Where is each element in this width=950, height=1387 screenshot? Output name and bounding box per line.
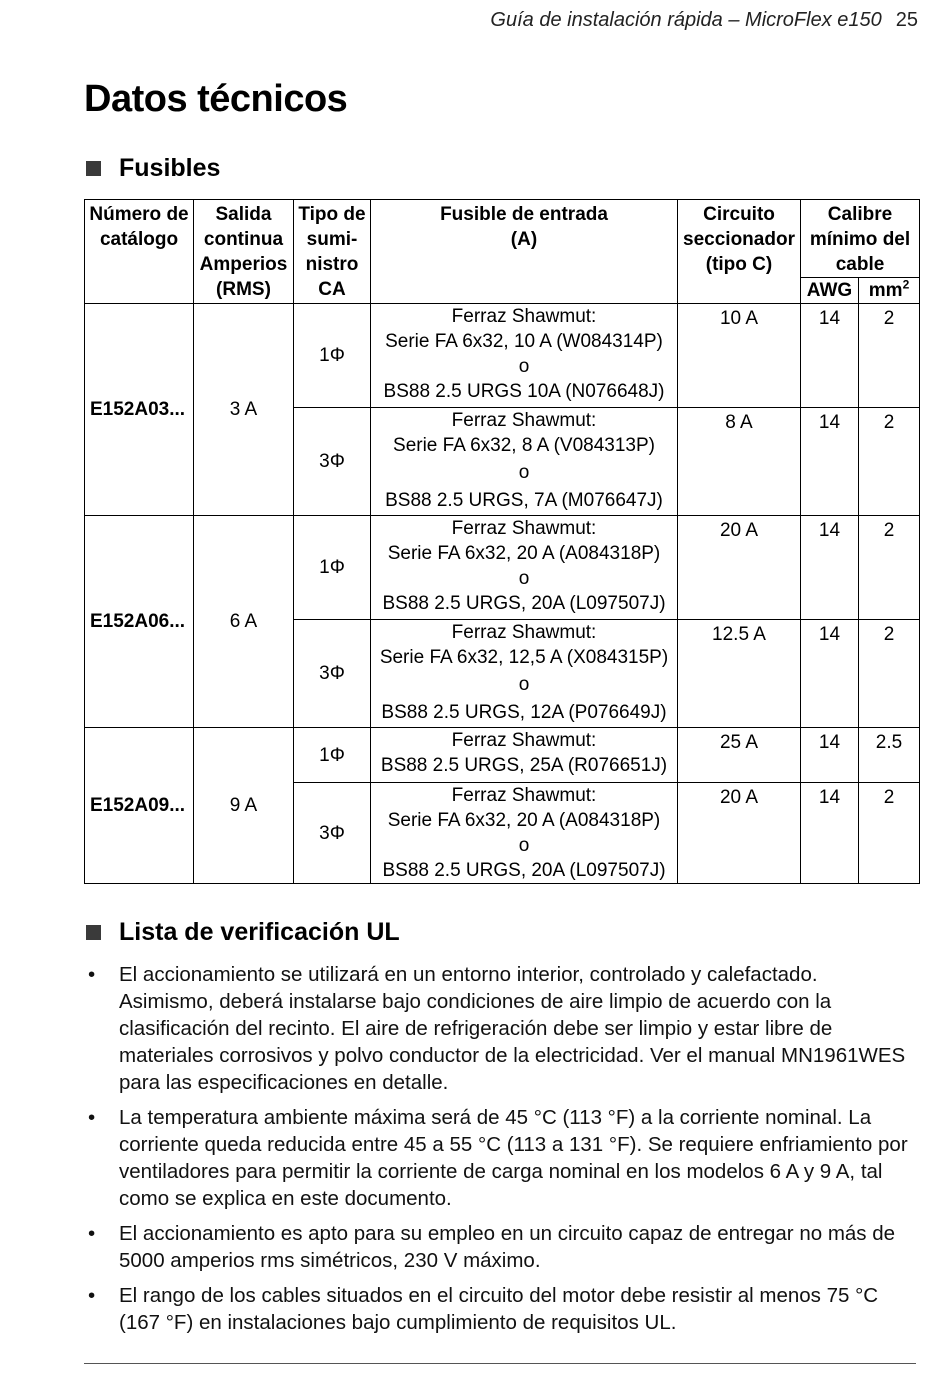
list-item-text: El accionamiento se utilizará en un entorno interior, controlado y calefactado. Asimismo, deberá instalarse bajo condiciones de aire limpio de acuerdo con la clasificación del recinto. El aire de refrigeración debe ser limpio y estar libre de materiales corrosivos y polvo conductor de la electricidad. Ver el manual MN1961WES para las especificaciones en detalle.	[119, 963, 906, 1094]
mm2-cell: 2.5	[859, 728, 920, 783]
col-header-breaker: Circuito seccionador (tipo C)	[678, 200, 801, 304]
fuses-table	[84, 199, 920, 884]
mm2-cell: 2	[859, 783, 920, 884]
phase-cell: 3Φ	[294, 408, 371, 516]
fuse-cell: Ferraz Shawmut: Serie FA 6x32, 20 A (A084318P) o BS88 2.5 URGS, 20A (L097507J)	[371, 516, 678, 620]
bullet-icon: •	[88, 1222, 96, 1245]
bullet-icon: •	[88, 1106, 96, 1129]
bullet-icon: •	[88, 963, 96, 986]
list-item-text: El accionamiento es apto para su empleo en un circuito capaz de entregar no más de 5000 amperios rms simétricos, 230 V máximo.	[119, 1222, 896, 1272]
page-number: 25	[895, 9, 918, 31]
breaker-cell: 20 A	[678, 516, 801, 620]
bullet-icon: •	[88, 1284, 96, 1307]
list-item	[84, 1282, 914, 1336]
fuse-cell: Ferraz Shawmut: BS88 2.5 URGS, 25A (R076651J)	[371, 728, 678, 783]
phase-cell: 3Φ	[294, 783, 371, 884]
square-bullet-icon	[86, 925, 101, 940]
phase-cell: 1Φ	[294, 728, 371, 783]
catalog-cell: E152A06...	[85, 516, 194, 728]
col-header-wire: Calibre mínimo del cable	[801, 200, 920, 278]
table-row	[85, 516, 920, 620]
mm2-cell: 2	[859, 304, 920, 408]
breaker-cell: 20 A	[678, 783, 801, 884]
awg-cell: 14	[801, 304, 859, 408]
breaker-cell: 8 A	[678, 408, 801, 516]
list-item-text: El rango de los cables situados en el circuito del motor debe resistir al menos 75 °C (167 °F) en instalaciones bajo cumplimiento de requisitos UL.	[119, 1284, 879, 1334]
page-title: Datos técnicos	[84, 78, 348, 120]
output-cell: 9 A	[194, 728, 294, 884]
breaker-cell: 12.5 A	[678, 620, 801, 728]
col-header-output: Salida continua Amperios (RMS)	[194, 200, 294, 304]
square-bullet-icon	[86, 161, 101, 176]
catalog-cell: E152A03...	[85, 304, 194, 516]
list-item	[84, 961, 914, 1096]
ul-checklist-heading	[86, 918, 400, 947]
fuses-heading	[86, 154, 220, 183]
list-item-text: La temperatura ambiente máxima será de 45 °C (113 °F) a la corriente nominal. La corriente queda reducida entre 45 a 55 °C (113 a 131 °F). Se requiere enfriamiento por ventiladores para permitir la corriente de carga nominal en los modelos 6 A y 9 A, tal como se explica en este documento.	[119, 1106, 908, 1210]
phase-cell: 1Φ	[294, 304, 371, 408]
breaker-cell: 10 A	[678, 304, 801, 408]
ul-heading-text: Lista de verificación UL	[119, 918, 400, 946]
col-header-input-fuse: Fusible de entrada (A)	[371, 200, 678, 304]
output-cell: 3 A	[194, 304, 294, 516]
awg-cell: 14	[801, 620, 859, 728]
breaker-cell: 25 A	[678, 728, 801, 783]
running-header	[490, 9, 918, 32]
awg-cell: 14	[801, 516, 859, 620]
fuse-cell: Ferraz Shawmut: Serie FA 6x32, 8 A (V084313P) o BS88 2.5 URGS, 7A (M076647J)	[371, 408, 678, 516]
col-header-catalog: Número de catálogo	[85, 200, 194, 304]
awg-cell: 14	[801, 408, 859, 516]
fuse-cell: Ferraz Shawmut: Serie FA 6x32, 12,5 A (X084315P) o BS88 2.5 URGS, 12A (P076649J)	[371, 620, 678, 728]
fuses-heading-text: Fusibles	[119, 154, 221, 182]
document-title: Guía de instalación rápida – MicroFlex e150	[490, 9, 882, 31]
mm2-cell: 2	[859, 516, 920, 620]
list-item	[84, 1104, 914, 1212]
table-row	[85, 304, 920, 408]
mm2-cell: 2	[859, 408, 920, 516]
ul-checklist	[84, 961, 914, 1344]
table-row	[85, 728, 920, 783]
col-header-awg: AWG	[801, 278, 859, 304]
awg-cell: 14	[801, 728, 859, 783]
phase-cell: 3Φ	[294, 620, 371, 728]
list-item	[84, 1220, 914, 1274]
col-header-mm2: $mm^2$	[859, 278, 920, 304]
output-cell: 6 A	[194, 516, 294, 728]
footer-divider	[84, 1363, 916, 1364]
fuse-cell: Ferraz Shawmut: Serie FA 6x32, 10 A (W084314P) o BS88 2.5 URGS 10A (N076648J)	[371, 304, 678, 408]
mm2-cell: 2	[859, 620, 920, 728]
awg-cell: 14	[801, 783, 859, 884]
col-header-supply: Tipo de sumi- nistro CA	[294, 200, 371, 304]
phase-cell: 1Φ	[294, 516, 371, 620]
catalog-cell: E152A09...	[85, 728, 194, 884]
fuse-cell: Ferraz Shawmut: Serie FA 6x32, 20 A (A084318P) o BS88 2.5 URGS, 20A (L097507J)	[371, 783, 678, 884]
